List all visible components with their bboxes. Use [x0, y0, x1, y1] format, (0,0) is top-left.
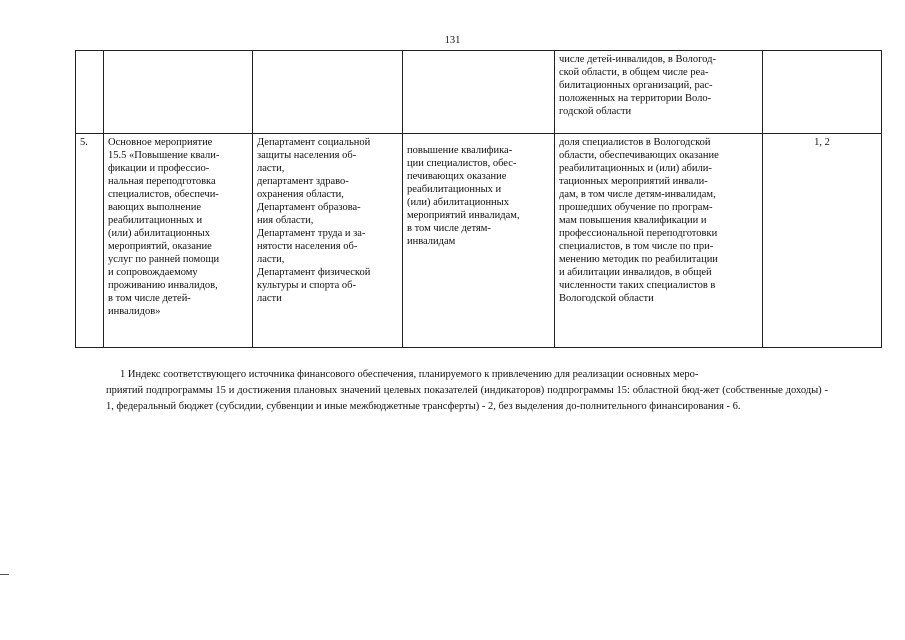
cell-indicator-continued [555, 51, 763, 134]
executor-line: Департамент труда и за- [257, 228, 366, 239]
executor-line: защиты населения об- [257, 150, 357, 161]
activity-line: проживанию инвалидов, [108, 280, 218, 291]
indicator-line: области, обеспечивающих оказание [559, 150, 719, 161]
result-line: ции специалистов, обес- [407, 158, 517, 169]
cell-executors-continued [253, 51, 403, 134]
activity-line: (или) абилитационных [108, 228, 210, 239]
executor-line: ласти, [257, 163, 285, 174]
activity-line: фикации и профессио- [108, 163, 210, 174]
footnote [106, 367, 828, 415]
cell-result [403, 134, 555, 348]
result-line: инвалидам [407, 236, 456, 247]
page-number: 131 [444, 35, 461, 46]
executor-line: охранения области, [257, 189, 344, 200]
executor-line: ласти, [257, 254, 285, 265]
indicator-line: дам, в том числе детям-инвалидам, [559, 189, 716, 200]
activity-line: вающих выполнение [108, 202, 202, 213]
activity-line: в том числе детей- [108, 293, 191, 304]
activity-line: 15.5 «Повышение квали- [108, 150, 220, 161]
indicator-line: и абилитации инвалидов, в общей [559, 267, 712, 278]
activity-line: нальная переподготовка [108, 176, 216, 187]
indicator-line: билитационных организаций, рас- [559, 80, 713, 91]
executor-line: Департамент образова- [257, 202, 361, 213]
indicator-line: годской области [559, 106, 632, 117]
indicator-line: реабилитационных и (или) абили- [559, 163, 712, 174]
indicator-line: мам повышения квалификации и [559, 215, 707, 226]
indicator-line: ской области, в общем числе реа- [559, 67, 709, 78]
indicator-line: доля специалистов в Вологодской [559, 137, 711, 148]
activities-table [75, 50, 882, 348]
cell-funding-sources: 1, 2 [763, 134, 882, 348]
activity-line: услуг по ранней помощи [108, 254, 220, 265]
activity-line: реабилитационных и [108, 215, 203, 226]
activity-line: мероприятий, оказание [108, 241, 212, 252]
indicator-line: положенных на территории Воло- [559, 93, 712, 104]
executor-line: Департамент социальной [257, 137, 371, 148]
margin-mark [0, 574, 9, 575]
result-line: (или) абилитационных [407, 197, 509, 208]
activity-line: Основное мероприятие [108, 137, 213, 148]
executor-line: Департамент физической [257, 267, 371, 278]
executor-line: ласти [257, 293, 282, 304]
result-line: в том числе детям- [407, 223, 491, 234]
indicator-line: численности таких специалистов в [559, 280, 716, 291]
indicator-line: числе детей-инвалидов, в Вологод- [559, 54, 716, 65]
cell-indicator [555, 134, 763, 348]
indicator-line: тационных мероприятий инвали- [559, 176, 708, 187]
cell-activity-continued [104, 51, 253, 134]
table-row-5 [76, 134, 882, 348]
executor-line: культуры и спорта об- [257, 280, 356, 291]
cell-executors [253, 134, 403, 348]
activity-line: инвалидов» [108, 306, 161, 317]
executor-line: департамент здраво- [257, 176, 349, 187]
executor-line: ния области, [257, 215, 314, 226]
indicator-line: специалистов, в том числе по при- [559, 241, 714, 252]
indicator-line: менению методик по реабилитации [559, 254, 718, 265]
indicator-line: профессиональной переподготовки [559, 228, 718, 239]
footnote-first-line: 1 Индекс соответствующего источника финансового обеспечения, планируемого к привлечению для реализации основных меро- [120, 369, 699, 380]
indicator-line: Вологодской области [559, 293, 654, 304]
indicator-line: прошедших обучение по програм- [559, 202, 713, 213]
cell-activity [104, 134, 253, 348]
result-line: реабилитационных и [407, 184, 502, 195]
cell-number-continued [76, 51, 104, 134]
table-row-continued [76, 51, 882, 134]
cell-funding-continued [763, 51, 882, 134]
footnote-continuation: приятий подпрограммы 15 и достижения плановых значений целевых показателей (индикаторов) подпрограммы 15: областной бюд-жет (собственные доходы) - 1, федеральный бюджет (субсидии, субвенции и иные межбюджетные трансферты) - 2, без выделения до-полнительного финансирования - 6. [106, 385, 828, 412]
result-line: повышение квалифика- [407, 145, 513, 156]
activity-line: специалистов, обеспечи- [108, 189, 219, 200]
activity-line: и сопровождаемому [108, 267, 198, 278]
executor-line: нятости населения об- [257, 241, 358, 252]
cell-row-number: 5. [76, 134, 104, 348]
cell-result-continued [403, 51, 555, 134]
result-line: мероприятий инвалидам, [407, 210, 520, 221]
result-line: печивающих оказание [407, 171, 507, 182]
